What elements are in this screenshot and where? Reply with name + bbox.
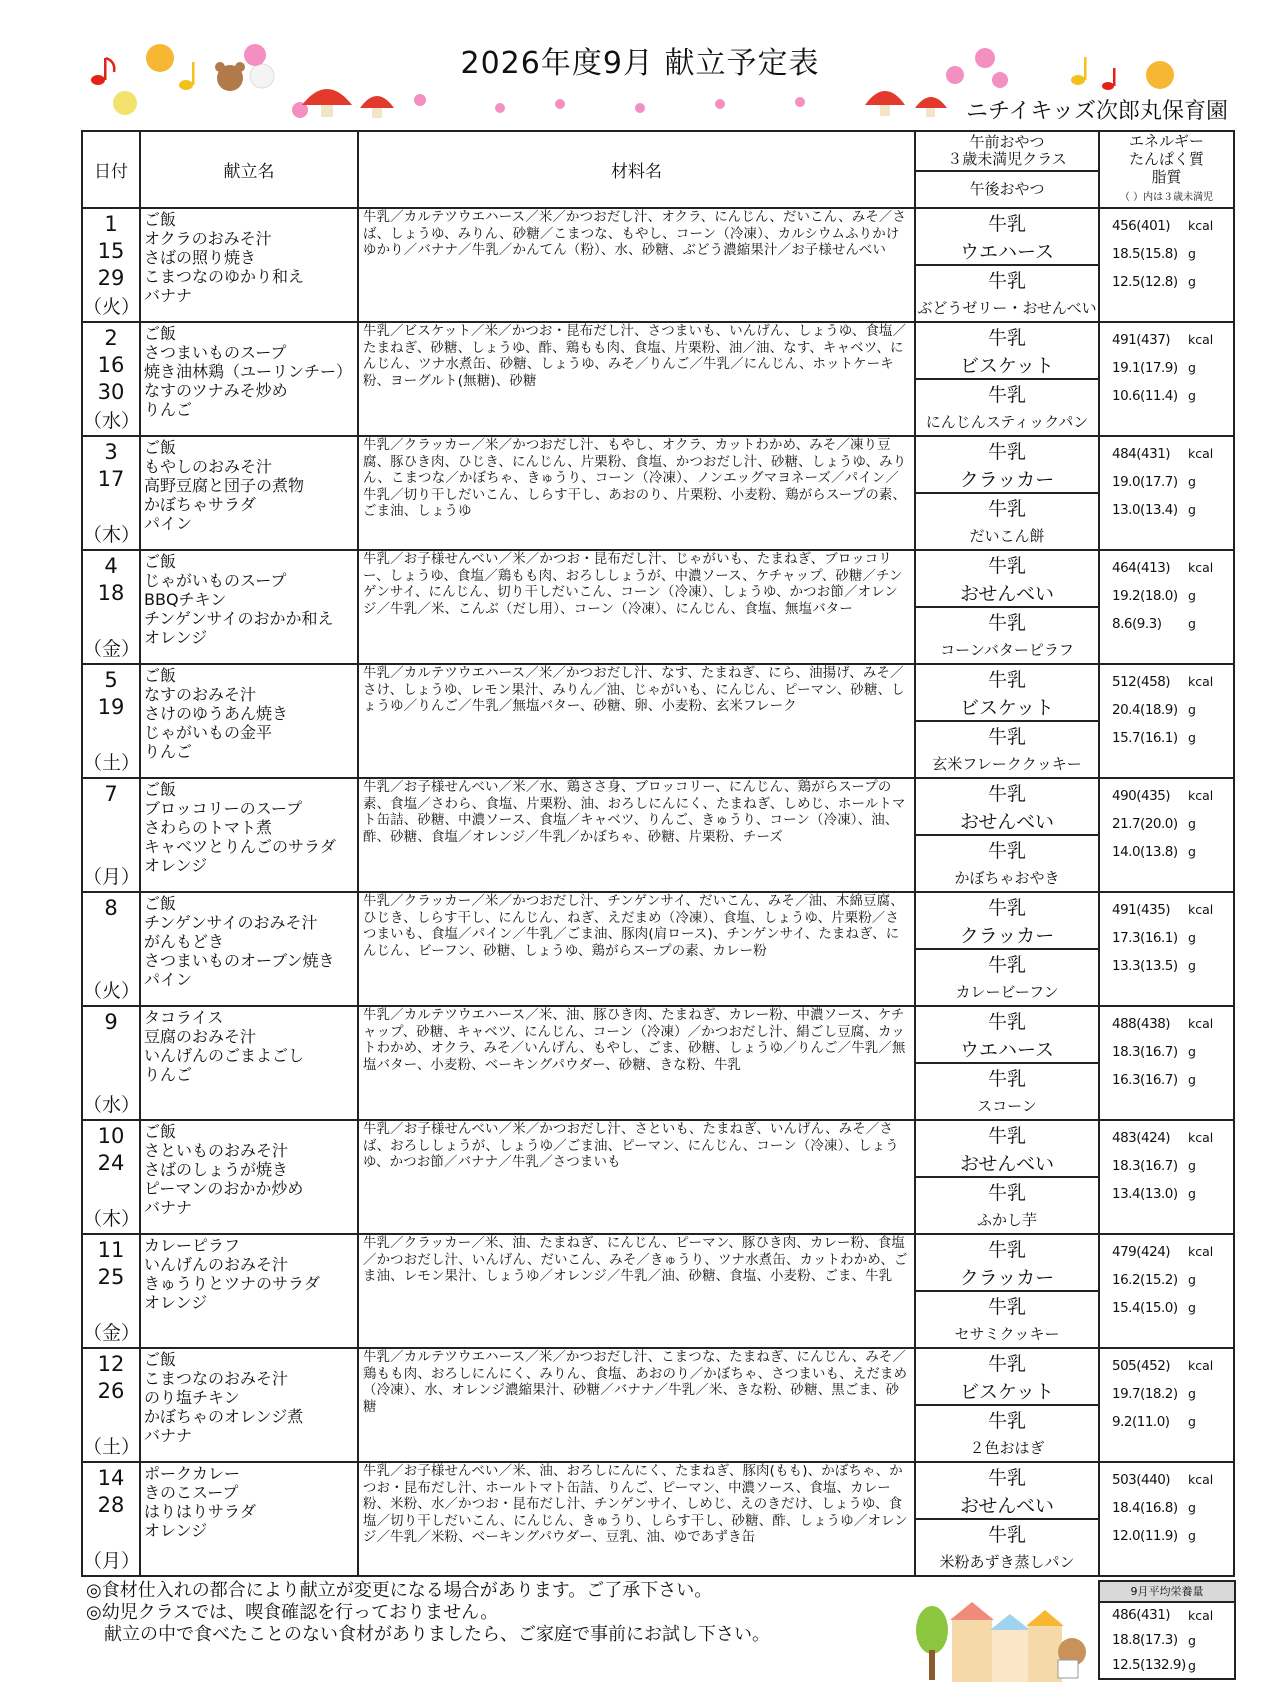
snack-pm — [916, 608, 1098, 663]
snack-am-food: クラッカー — [959, 1266, 1055, 1289]
dish-list: タコライス 豆腐のおみそ汁 いんげんのごまよごし りんご — [140, 1006, 358, 1120]
snack-am-food: おせんべい — [959, 810, 1055, 833]
snack-pm-food: ２色おはぎ — [969, 1438, 1045, 1457]
snack-am-food: ビスケット — [959, 354, 1055, 377]
dish-list: ご飯 もやしのおみそ汁 高野豆腐と団子の煮物 かぼちゃサラダ パイン — [140, 436, 358, 550]
avg-energy: 486(431) — [1112, 1607, 1171, 1623]
snack-cell — [915, 1006, 1099, 1120]
fat-value: 9.2(11.0) — [1112, 1414, 1170, 1430]
snack-am — [916, 1121, 1098, 1178]
snack-pm-header: 午後おやつ — [915, 171, 1099, 208]
date-numbers: 11 25 — [97, 1238, 125, 1289]
day-of-week: （火） — [83, 980, 141, 1002]
snack-pm-food: ぶどうゼリー・おせんべい — [917, 298, 1097, 317]
energy-value: 490(435) — [1112, 788, 1171, 804]
snack-am-header-line2: ３歳未満児クラス — [947, 149, 1067, 168]
fat-value: 12.5(12.8) — [1112, 274, 1178, 290]
snack-pm-food: セサミクッキー — [954, 1324, 1060, 1343]
day-of-week: （月） — [83, 1550, 141, 1572]
snack-am-drink: 牛乳 — [987, 1353, 1026, 1376]
snack-pm-drink: 牛乳 — [987, 954, 1026, 977]
town-illustration-icon — [912, 1590, 1090, 1690]
fat-value: 8.6(9.3) — [1112, 616, 1162, 632]
snack-pm-food: スコーン — [977, 1096, 1037, 1115]
ingredient-list: 牛乳／お子様せんべい／米／水、鶏ささ身、ブロッコリー、にんじん、鶏がらスープの素、食塩／さわら、食塩、片栗粉、油、おろしにんにく、たまねぎ、しめじ、ホールトマト缶詰、砂糖、中濃ソース、食塩／キャベツ、りんご、きゅうり、コーン（冷凍）、油、酢、砂糖、食塩／オレンジ／牛乳／かぼちゃ、砂糖、片栗粉、チーズ — [358, 778, 915, 892]
mushroom-icon — [302, 89, 947, 118]
snack-cell — [915, 1462, 1099, 1576]
snack-am — [916, 1235, 1098, 1292]
fat-unit: g — [1188, 1186, 1196, 1201]
dish-list: ご飯 こまつなのおみそ汁 のり塩チキン かぼちゃのオレンジ煮 バナナ — [140, 1348, 358, 1462]
menu-row — [82, 1120, 1234, 1234]
monthly-average-box — [1098, 1580, 1236, 1680]
nutrition-cell — [1099, 322, 1234, 436]
snack-am — [916, 437, 1098, 494]
protein-unit: g — [1188, 1044, 1196, 1059]
protein-value: 17.3(16.1) — [1112, 930, 1178, 946]
fat-unit: g — [1188, 844, 1196, 859]
snack-pm — [916, 950, 1098, 1005]
ingredient-list: 牛乳／クラッカー／米／かつおだし汁、チンゲンサイ、だいこん、みそ／油、木綿豆腐、ひじき、しらす干し、にんじん、ねぎ、えだまめ（冷凍）、食塩、しょうゆ、片栗粉／さつまいも、食塩／パイン／牛乳／ごま油、豚肉(肩ロース)、チンゲンサイ、たまねぎ、にんじん、ビーフン、砂糖、しょうゆ、鶏がらスープの素、カレー粉 — [358, 892, 915, 1006]
dish-list: ご飯 オクラのおみそ汁 さばの照り焼き こまつなのゆかり和え バナナ — [140, 208, 358, 322]
fat-value: 13.3(13.5) — [1112, 958, 1178, 974]
ingredient-list: 牛乳／お子様せんべい／米、油、おろしにんにく、たまねぎ、豚肉(もも)、かぼちゃ、かつお・昆布だし汁、ホールトマト缶詰、りんご、ピーマン、中濃ソース、食塩、カレー粉、米粉、水／かつお・昆布だし汁、チンゲンサイ、しめじ、えのきだけ、しょうゆ、食塩／切り干しだいこん、にんじん、きゅうり、しらす干し、砂糖、酢、しょうゆ／オレンジ／牛乳／米粉、ベーキングパウダー、豆乳、油、ゆであずき缶 — [358, 1462, 915, 1576]
date-cell — [82, 208, 140, 322]
protein-unit: g — [1188, 1272, 1196, 1287]
fat-unit: g — [1188, 274, 1196, 289]
dish-list: ご飯 さつまいものスープ 焼き油林鶏（ユーリンチー） なすのツナみそ炒め りんご — [140, 322, 358, 436]
date-cell — [82, 1234, 140, 1348]
snack-pm-drink: 牛乳 — [987, 1068, 1026, 1091]
snack-am-drink: 牛乳 — [987, 897, 1026, 920]
energy-value: 488(438) — [1112, 1016, 1171, 1032]
nutrition-cell — [1099, 778, 1234, 892]
avg-fat: 12.5(132.9) — [1112, 1657, 1186, 1673]
snack-am — [916, 1463, 1098, 1520]
date-cell — [82, 436, 140, 550]
snack-pm-food: 米粉あずき蒸しパン — [939, 1552, 1075, 1571]
dish-list: ご飯 なすのおみそ汁 さけのゆうあん焼き じゃがいもの金平 りんご — [140, 664, 358, 778]
snack-am-food: クラッカー — [959, 924, 1055, 947]
date-numbers: 10 24 — [97, 1124, 125, 1175]
snack-am — [916, 1007, 1098, 1064]
snack-am-food: ウエハース — [959, 1038, 1055, 1061]
snack-pm — [916, 836, 1098, 891]
day-of-week: （土） — [83, 752, 141, 774]
fat-unit: g — [1188, 388, 1196, 403]
energy-unit: kcal — [1188, 218, 1214, 233]
date-numbers: 4 18 — [97, 554, 125, 605]
nutrition-header-protein: たんぱく質 — [1128, 150, 1204, 168]
protein-value: 21.7(20.0) — [1112, 816, 1178, 832]
snack-pm-drink: 牛乳 — [987, 498, 1026, 521]
nutrition-cell — [1099, 436, 1234, 550]
menu-row — [82, 436, 1234, 550]
snack-pm — [916, 1292, 1098, 1347]
date-cell — [82, 1462, 140, 1576]
nutrition-cell — [1099, 892, 1234, 1006]
menu-row — [82, 1006, 1234, 1120]
nutrition-header-fat: 脂質 — [1151, 168, 1182, 186]
page-header — [0, 0, 1280, 130]
fat-unit: g — [1188, 1300, 1196, 1315]
snack-am-drink: 牛乳 — [987, 1467, 1026, 1490]
snack-pm-drink: 牛乳 — [987, 1524, 1026, 1547]
nutrition-cell — [1099, 1234, 1234, 1348]
fat-unit: g — [1188, 1528, 1196, 1543]
date-numbers: 7 — [104, 782, 118, 806]
monthly-average-label: 9月平均栄養量 — [1100, 1580, 1234, 1603]
header-row — [82, 131, 1234, 171]
snack-pm-drink: 牛乳 — [987, 1296, 1026, 1319]
snack-am-drink: 牛乳 — [987, 1125, 1026, 1148]
nutrition-header — [1099, 131, 1234, 208]
energy-value: 483(424) — [1112, 1130, 1171, 1146]
protein-unit: g — [1188, 360, 1196, 375]
menu-row — [82, 322, 1234, 436]
date-cell — [82, 1120, 140, 1234]
snack-am-food: おせんべい — [959, 1494, 1055, 1517]
date-numbers: 2 16 30 — [97, 326, 125, 404]
avg-fat-unit: g — [1188, 1658, 1196, 1673]
energy-value: 484(431) — [1112, 446, 1171, 462]
snack-cell — [915, 550, 1099, 664]
fat-unit: g — [1188, 1414, 1196, 1429]
fat-unit: g — [1188, 958, 1196, 973]
snack-pm — [916, 1064, 1098, 1119]
day-of-week: （月） — [83, 866, 141, 888]
nutrition-header-energy: エネルギー — [1128, 132, 1204, 150]
energy-unit: kcal — [1188, 446, 1214, 461]
dish-list: ご飯 じゃがいものスープ BBQチキン チンゲンサイのおかか和え オレンジ — [140, 550, 358, 664]
day-of-week: （木） — [83, 524, 141, 546]
ingredient-list: 牛乳／クラッカー／米／かつおだし汁、もやし、オクラ、カットわかめ、みそ／凍り豆腐、豚ひき肉、ひじき、にんじん、片栗粉、食塩、かつおだし汁、砂糖、しょうゆ、みりん、こまつな／かぼちゃ、きゅうり、コーン（冷凍）、ノンエッグマヨネーズ／パイン／牛乳／切り干しだいこん、しらす干し、あおのり、片栗粉、小麦粉、鶏がらスープの素、ごま油、しょうゆ — [358, 436, 915, 550]
date-numbers: 3 17 — [97, 440, 125, 491]
fat-value: 15.7(16.1) — [1112, 730, 1178, 746]
ingredient-list: 牛乳／カルテツウエハース／米／かつおだし汁、オクラ、にんじん、だいこん、みそ／さば、しょうゆ、みりん、砂糖／こまつな、もやし、コーン（冷凍）、カルシウムふりかけ ゆかり／バナナ／牛乳／かんてん（粉）、水、砂糖、ぶどう濃縮果汁／お子様せんべい — [358, 208, 915, 322]
day-of-week: （火） — [83, 296, 141, 318]
snack-am-header-line1: 午前おやつ — [969, 132, 1045, 151]
date-numbers: 14 28 — [97, 1466, 125, 1517]
snack-pm — [916, 1178, 1098, 1233]
menu-row — [82, 208, 1234, 322]
snack-pm-drink: 牛乳 — [987, 1410, 1026, 1433]
nutrition-header-note: （ ）内は３歳未満児 — [1119, 192, 1214, 203]
nutrition-cell — [1099, 1462, 1234, 1576]
snack-am-food: ビスケット — [959, 1380, 1055, 1403]
menu-row — [82, 550, 1234, 664]
energy-value: 505(452) — [1112, 1358, 1171, 1374]
menu-row — [82, 892, 1234, 1006]
snack-am — [916, 209, 1098, 266]
day-of-week: （土） — [83, 1436, 141, 1458]
snack-am — [916, 665, 1098, 722]
protein-unit: g — [1188, 702, 1196, 717]
ingredient-list: 牛乳／クラッカー／米、油、たまねぎ、にんじん、ピーマン、豚ひき肉、カレー粉、食塩／かつおだし汁、いんげん、だいこん、みそ／きゅうり、ツナ水煮缶、カットわかめ、ごま油、レモン果汁、しょうゆ／オレンジ／牛乳／油、砂糖、食塩、小麦粉、ごま、牛乳 — [358, 1234, 915, 1348]
snack-cell — [915, 1348, 1099, 1462]
snack-pm-food: カレービーフン — [955, 982, 1059, 1001]
school-name: ニチイキッズ次郎丸保育園 — [965, 99, 1228, 124]
ingredients-header: 材料名 — [358, 131, 915, 208]
snack-cell — [915, 322, 1099, 436]
snack-cell — [915, 208, 1099, 322]
protein-value: 18.3(16.7) — [1112, 1044, 1178, 1060]
date-header: 日付 — [82, 131, 140, 208]
avg-protein: 18.8(17.3) — [1112, 1632, 1178, 1648]
snack-am-drink: 牛乳 — [987, 555, 1026, 578]
energy-value: 512(458) — [1112, 674, 1171, 690]
menu-row — [82, 1234, 1234, 1348]
snack-pm — [916, 494, 1098, 549]
snack-am — [916, 323, 1098, 380]
protein-value: 20.4(18.9) — [1112, 702, 1178, 718]
day-of-week: （金） — [83, 638, 141, 660]
snack-cell — [915, 778, 1099, 892]
menu-row — [82, 1462, 1234, 1576]
protein-value: 19.0(17.7) — [1112, 474, 1178, 490]
snack-pm — [916, 380, 1098, 435]
date-numbers: 1 15 29 — [97, 212, 125, 290]
date-cell — [82, 778, 140, 892]
snack-pm-food: かぼちゃおやき — [954, 868, 1060, 887]
energy-value: 503(440) — [1112, 1472, 1171, 1488]
snack-cell — [915, 892, 1099, 1006]
nutrition-cell — [1099, 664, 1234, 778]
snack-pm-food: だいこん餅 — [969, 526, 1045, 545]
snack-pm-drink: 牛乳 — [987, 612, 1026, 635]
snack-am — [916, 893, 1098, 950]
protein-unit: g — [1188, 1158, 1196, 1173]
protein-unit: g — [1188, 1500, 1196, 1515]
snack-am-drink: 牛乳 — [987, 441, 1026, 464]
snack-am-drink: 牛乳 — [987, 213, 1026, 236]
protein-unit: g — [1188, 1386, 1196, 1401]
footer-note-1: ◎食材仕入れの都合により献立が変更になる場合があります。ご了承下さい。 — [86, 1580, 713, 1601]
protein-value: 18.3(16.7) — [1112, 1158, 1178, 1174]
fat-value: 16.3(16.7) — [1112, 1072, 1178, 1088]
snack-pm — [916, 266, 1098, 321]
snack-cell — [915, 664, 1099, 778]
date-numbers: 9 — [104, 1010, 118, 1034]
date-cell — [82, 1348, 140, 1462]
snack-pm — [916, 1520, 1098, 1575]
ingredient-list: 牛乳／カルテツウエハース／米、油、豚ひき肉、たまねぎ、カレー粉、中濃ソース、ケチャップ、砂糖、キャベツ、にんじん、コーン（冷凍）／かつおだし汁、絹ごし豆腐、カットわかめ、オクラ、みそ／いんげん、もやし、ごま、砂糖、しょうゆ／りんご／牛乳／無塩バター、小麦粉、ベーキングパウダー、砂糖、きな粉、牛乳 — [358, 1006, 915, 1120]
page-title: 2026年度9月 献立予定表 — [460, 46, 820, 81]
date-cell — [82, 664, 140, 778]
snack-pm-food: にんじんスティックパン — [925, 412, 1089, 431]
energy-value: 456(401) — [1112, 218, 1171, 234]
snack-pm-food: コーンバターピラフ — [940, 640, 1074, 659]
ingredient-list: 牛乳／お子様せんべい／米／かつお・昆布だし汁、じゃがいも、たまねぎ、ブロッコリー、しょうゆ、食塩／鶏もも肉、おろししょうが、中濃ソース、ケチャップ、砂糖／チンゲンサイ、にんじん、切り干しだいこん、コーン（冷凍）、しょうゆ、かつお節／オレンジ／牛乳／米、こんぶ（だし用）、コーン（冷凍）、にんじん、食塩、無塩バター — [358, 550, 915, 664]
snack-pm — [916, 722, 1098, 777]
protein-unit: g — [1188, 930, 1196, 945]
energy-unit: kcal — [1188, 674, 1214, 689]
nutrition-cell — [1099, 1348, 1234, 1462]
date-numbers: 12 26 — [97, 1352, 125, 1403]
nutrition-cell — [1099, 208, 1234, 322]
footer-notes — [86, 1580, 770, 1646]
protein-value: 18.5(15.8) — [1112, 246, 1178, 262]
snack-cell — [915, 436, 1099, 550]
snack-am-food: ビスケット — [959, 696, 1055, 719]
fat-value: 10.6(11.4) — [1112, 388, 1178, 404]
energy-unit: kcal — [1188, 902, 1214, 917]
snack-am-food: おせんべい — [959, 582, 1055, 605]
energy-unit: kcal — [1188, 1358, 1214, 1373]
nutrition-cell — [1099, 1120, 1234, 1234]
fat-value: 13.4(13.0) — [1112, 1186, 1178, 1202]
fat-unit: g — [1188, 502, 1196, 517]
nutrition-cell — [1099, 550, 1234, 664]
dish-header: 献立名 — [140, 131, 358, 208]
menu-body — [82, 208, 1234, 1576]
snack-am-drink: 牛乳 — [987, 1239, 1026, 1262]
snack-pm-drink: 牛乳 — [987, 270, 1026, 293]
snack-pm-drink: 牛乳 — [987, 384, 1026, 407]
fat-value: 15.4(15.0) — [1112, 1300, 1178, 1316]
fat-unit: g — [1188, 616, 1196, 631]
date-cell — [82, 1006, 140, 1120]
energy-value: 464(413) — [1112, 560, 1171, 576]
protein-value: 18.4(16.8) — [1112, 1500, 1178, 1516]
protein-unit: g — [1188, 588, 1196, 603]
ingredient-list: 牛乳／お子様せんべい／米／かつおだし汁、さといも、たまねぎ、いんげん、みそ／さば、おろししょうが、しょうゆ／ごま油、ピーマン、にんじん、コーン（冷凍）、しょうゆ、かつお節／バナナ／牛乳／さつまいも — [358, 1120, 915, 1234]
fat-unit: g — [1188, 730, 1196, 745]
protein-unit: g — [1188, 816, 1196, 831]
snack-cell — [915, 1120, 1099, 1234]
snack-cell — [915, 1234, 1099, 1348]
energy-unit: kcal — [1188, 560, 1214, 575]
energy-unit: kcal — [1188, 1016, 1214, 1031]
dish-list: ご飯 ブロッコリーのスープ さわらのトマト煮 キャベツとりんごのサラダ オレンジ — [140, 778, 358, 892]
avg-protein-unit: g — [1188, 1633, 1196, 1648]
snack-pm-drink: 牛乳 — [987, 1182, 1026, 1205]
energy-unit: kcal — [1188, 1244, 1214, 1259]
snack-am — [916, 1349, 1098, 1406]
snack-am-food: クラッカー — [959, 468, 1055, 491]
dish-list: ご飯 チンゲンサイのおみそ汁 がんもどき さつまいものオーブン焼き パイン — [140, 892, 358, 1006]
snack-pm-drink: 牛乳 — [987, 726, 1026, 749]
snack-am-drink: 牛乳 — [987, 327, 1026, 350]
avg-energy-unit: kcal — [1188, 1608, 1214, 1623]
snack-pm — [916, 1406, 1098, 1461]
menu-row — [82, 778, 1234, 892]
day-of-week: （水） — [83, 410, 141, 432]
snack-am-food: おせんべい — [959, 1152, 1055, 1175]
protein-unit: g — [1188, 246, 1196, 261]
snack-am-drink: 牛乳 — [987, 669, 1026, 692]
protein-value: 19.2(18.0) — [1112, 588, 1178, 604]
snack-pm-drink: 牛乳 — [987, 840, 1026, 863]
energy-unit: kcal — [1188, 332, 1214, 347]
day-of-week: （水） — [83, 1094, 141, 1116]
footer-note-2: ◎幼児クラスでは、喫食確認を行っておりません。 — [86, 1602, 499, 1623]
date-cell — [82, 322, 140, 436]
menu-row — [82, 664, 1234, 778]
nutrition-cell — [1099, 1006, 1234, 1120]
energy-value: 479(424) — [1112, 1244, 1171, 1260]
snack-pm-food: ふかし芋 — [976, 1210, 1037, 1229]
date-cell — [82, 892, 140, 1006]
fat-value: 14.0(13.8) — [1112, 844, 1178, 860]
snack-am — [916, 551, 1098, 608]
day-of-week: （金） — [83, 1322, 141, 1344]
menu-row — [82, 1348, 1234, 1462]
menu-table — [81, 130, 1235, 1577]
day-of-week: （木） — [83, 1208, 141, 1230]
fat-unit: g — [1188, 1072, 1196, 1087]
fat-value: 13.0(13.4) — [1112, 502, 1178, 518]
date-cell — [82, 550, 140, 664]
energy-unit: kcal — [1188, 788, 1214, 803]
dish-list: カレーピラフ いんげんのおみそ汁 きゅうりとツナのサラダ オレンジ — [140, 1234, 358, 1348]
protein-value: 16.2(15.2) — [1112, 1272, 1178, 1288]
snack-am-food: ウエハース — [959, 240, 1055, 263]
protein-value: 19.1(17.9) — [1112, 360, 1178, 376]
energy-value: 491(435) — [1112, 902, 1171, 918]
dish-list: ポークカレー きのこスープ はりはりサラダ オレンジ — [140, 1462, 358, 1576]
footer-note-3: 献立の中で食べたことのない食材がありましたら、ご家庭で事前にお試し下さい。 — [86, 1624, 770, 1645]
protein-unit: g — [1188, 474, 1196, 489]
ingredient-list: 牛乳／ビスケット／米／かつお・昆布だし汁、さつまいも、いんげん、しょうゆ、食塩／たまねぎ、砂糖、しょうゆ、酢、鶏もも肉、食塩、片栗粉、油／油、なす、キャベツ、にんじん、ツナ水煮缶、砂糖、しょうゆ、みそ／りんご／牛乳／にんじん、ホットケーキ粉、ヨーグルト(無糖)、砂糖 — [358, 322, 915, 436]
snack-pm-food: 玄米フレーククッキー — [932, 754, 1082, 773]
date-numbers: 8 — [104, 896, 118, 920]
dish-list: ご飯 さといものおみそ汁 さばのしょうが焼き ピーマンのおかか炒め バナナ — [140, 1120, 358, 1234]
ingredient-list: 牛乳／カルテツウエハース／米／かつおだし汁、こまつな、たまねぎ、にんじん、みそ／鶏もも肉、おろしにんにく、みりん、食塩、あおのり／かぼちゃ、さつまいも、えだまめ（冷凍）、水、オレンジ濃縮果汁、砂糖／バナナ／牛乳／米、きな粉、砂糖、黒ごま、砂糖 — [358, 1348, 915, 1462]
snack-am-header — [915, 131, 1099, 171]
energy-value: 491(437) — [1112, 332, 1171, 348]
snack-am-drink: 牛乳 — [987, 783, 1026, 806]
protein-value: 19.7(18.2) — [1112, 1386, 1178, 1402]
ingredient-list: 牛乳／カルテツウエハース／米／かつおだし汁、なす、たまねぎ、にら、油揚げ、みそ／さけ、しょうゆ、レモン果汁、みりん／油、じゃがいも、にんじん、ピーマン、砂糖、しょうゆ／りんご／牛乳／無塩バター、砂糖、卵、小麦粉、玄米フレーク — [358, 664, 915, 778]
snack-am — [916, 779, 1098, 836]
fat-value: 12.0(11.9) — [1112, 1528, 1178, 1544]
energy-unit: kcal — [1188, 1472, 1214, 1487]
snack-am-drink: 牛乳 — [987, 1011, 1026, 1034]
energy-unit: kcal — [1188, 1130, 1214, 1145]
date-numbers: 5 19 — [97, 668, 125, 719]
